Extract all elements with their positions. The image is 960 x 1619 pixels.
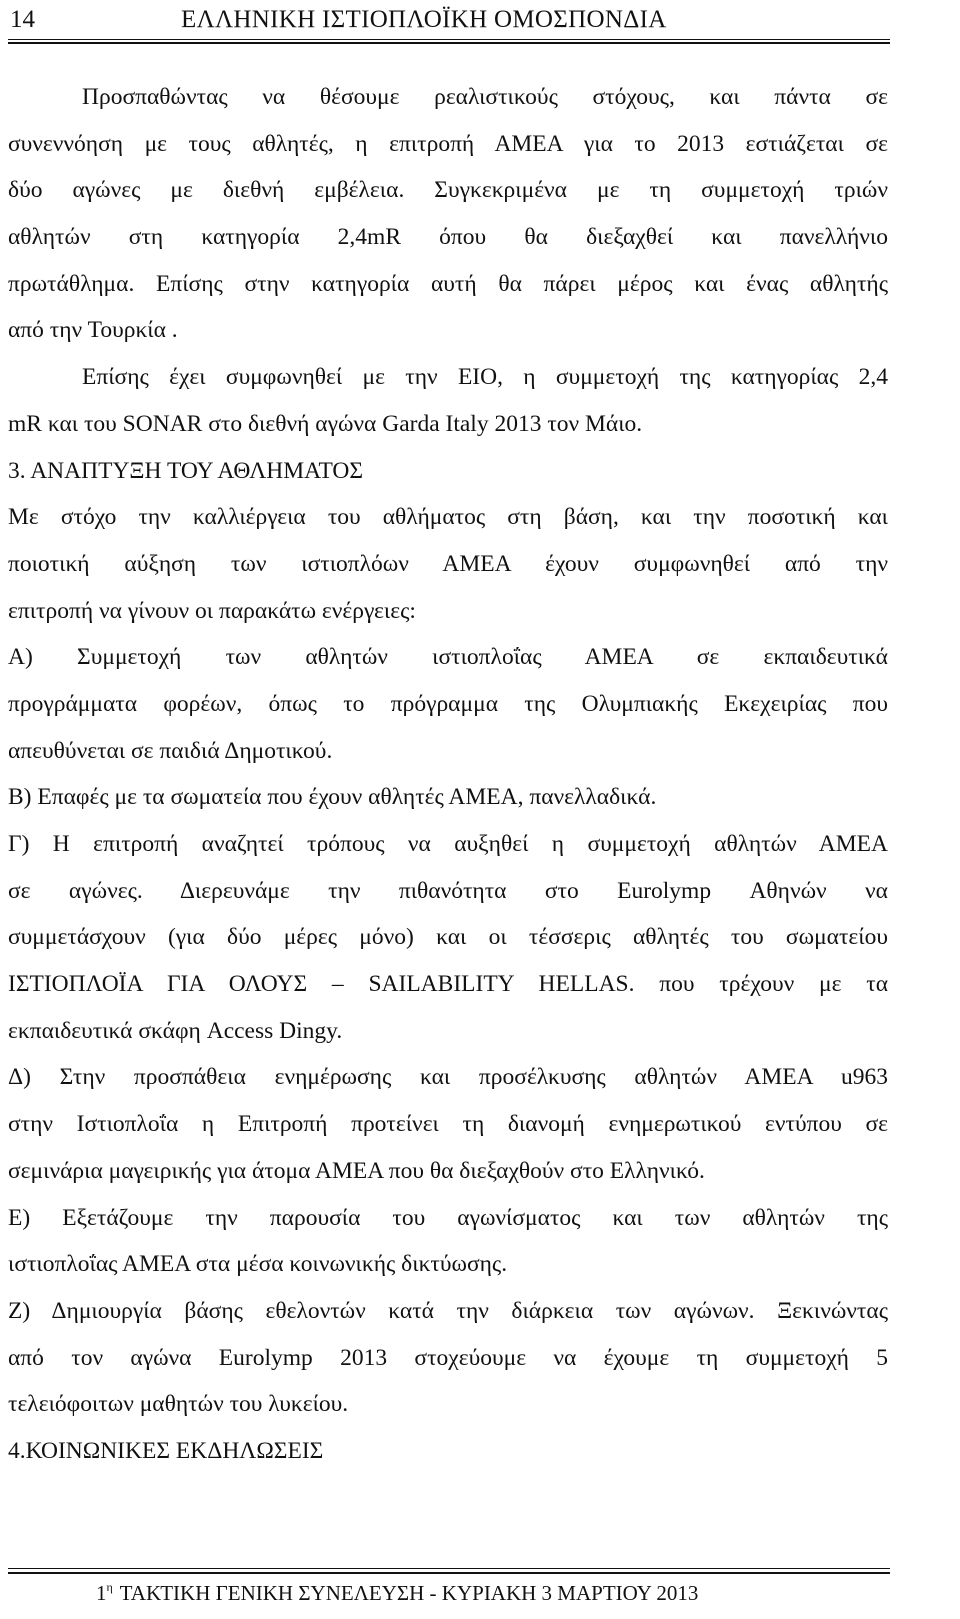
paragraph-line: ποιοτική αύξηση των ιστιοπλόων ΑΜΕΑ έχουν συμφωνηθεί από την: [8, 550, 888, 577]
list-item-line: Ε) Εξετάζουμε την παρουσία του αγωνίσματος και των αθλητών της: [8, 1204, 888, 1231]
list-item-line: Γ) Η επιτροπή αναζητεί τρόπους να αυξηθεί η συμμετοχή αθλητών ΑΜΕΑ: [8, 831, 888, 857]
list-item-line: σεμινάρια μαγειρικής για άτομα ΑΜΕΑ που θα διεξαχθούν στο Ελληνικό.: [8, 1157, 705, 1184]
footer-superscript: η: [106, 1580, 113, 1594]
list-item-line: ΙΣΤΙΟΠΛΟΪΑ ΓΙΑ ΟΛΟΥΣ – SAILABILITY HELLAS. που τρέχουν με τα: [8, 971, 888, 998]
paragraph-line: συνεννόηση με τους αθλητές, η επιτροπή ΑΜΕΑ για το 2013 εστιάζεται σε: [8, 130, 888, 157]
list-item-line: στην Ιστιοπλοΐα η Επιτροπή προτείνει τη διανομή ενημερωτικού εντύπου σε: [8, 1111, 888, 1138]
footer-divider: [8, 1568, 890, 1569]
list-item-line: Ζ) Δημιουργία βάσης εθελοντών κατά την διάρκεια των αγώνων. Ξεκινώντας: [8, 1297, 888, 1324]
page-header: [8, 0, 890, 40]
paragraph-line: Προσπαθώντας να θέσουμε ρεαλιστικούς στόχους, και πάντα σε: [82, 84, 888, 110]
list-item-line: Δ) Στην προσπάθεια ενημέρωσης και προσέλκυσης αθλητών ΑΜΕΑ u963: [8, 1064, 888, 1091]
list-item-line: ιστιοπλοΐας ΑΜΕΑ στα μέσα κοινωνικής δικτύωσης.: [8, 1251, 508, 1278]
list-item-line: συμμετάσχουν (για δύο μέρες μόνο) και οι τέσσερις αθλητές του σωματείου: [8, 924, 888, 951]
paragraph-line: επιτροπή να γίνουν οι παρακάτω ενέργειες:: [8, 597, 416, 624]
section-heading: 3. ΑΝΑΠΤΥΞΗ ΤΟΥ ΑΘΛΗΜΑΤΟΣ: [8, 457, 364, 484]
footer-label: ΤΑΚΤΙΚΗ ΓΕΝΙΚΗ ΣΥΝΕΛΕΥΣΗ - ΚΥΡΙΑΚΗ 3 ΜΑΡΤΙΟΥ 2013: [119, 1581, 699, 1605]
document-body: [8, 74, 888, 1475]
list-item-line: απευθύνεται σε παιδιά Δημοτικού.: [8, 737, 333, 764]
list-item-line: από τον αγώνα Eurolymp 2013 στοχεύουμε να έχουμε τη συμμετοχή 5: [8, 1344, 888, 1371]
header-title: ΕΛΛΗΝΙΚΗ ΙΣΤΙΟΠΛΟΪΚΗ ΟΜΟΣΠΟΝΔΙΑ: [181, 6, 667, 33]
list-item-line: εκπαιδευτικά σκάφη Access Dingy.: [8, 1017, 343, 1044]
header-divider-thick: [8, 42, 890, 44]
page-number: 14: [10, 6, 35, 33]
list-item-line: προγράμματα φορέων, όπως το πρόγραμμα της Ολυμπιακής Εκεχειρίας που: [8, 690, 888, 717]
list-item-line: Α) Συμμετοχή των αθλητών ιστιοπλοΐας ΑΜΕΑ σε εκπαιδευτικά: [8, 644, 888, 671]
paragraph-line: δύο αγώνες με διεθνή εμβέλεια. Συγκεκριμένα με τη συμμετοχή τριών: [8, 177, 888, 204]
paragraph-line: Με στόχο την καλλιέργεια του αθλήματος στη βάση, και την ποσοτική και: [8, 504, 888, 531]
footer-number: 1: [96, 1581, 107, 1605]
footer-divider-thick: [8, 1572, 890, 1574]
page-footer: [8, 1568, 890, 1618]
footer-text: [96, 1580, 698, 1606]
list-item-line: σε αγώνες. Διερευνάμε την πιθανότητα στο Eurolymp Αθηνών να: [8, 877, 888, 904]
list-item-line: τελειόφοιτων μαθητών του λυκείου.: [8, 1391, 349, 1418]
list-item-line: Β) Επαφές με τα σωματεία που έχουν αθλητές ΑΜΕΑ, πανελλαδικά.: [8, 784, 657, 811]
paragraph-line: mR και του SONAR στο διεθνή αγώνα Garda Italy 2013 τον Μάιο.: [8, 410, 643, 437]
paragraph-line: αθλητών στη κατηγορία 2,4mR όπου θα διεξαχθεί και πανελλήνιο: [8, 224, 888, 251]
paragraph-line: πρωτάθλημα. Επίσης στην κατηγορία αυτή θα πάρει μέρος και ένας αθλητής: [8, 270, 888, 297]
header-divider: [8, 39, 890, 40]
section-heading: 4.ΚΟΙΝΩΝΙΚΕΣ ΕΚΔΗΛΩΣΕΙΣ: [8, 1437, 324, 1464]
paragraph-line: Επίσης έχει συμφωνηθεί με την ΕΙΟ, η συμμετοχή της κατηγορίας 2,4: [82, 364, 888, 391]
paragraph-line: από την Τουρκία .: [8, 317, 178, 344]
